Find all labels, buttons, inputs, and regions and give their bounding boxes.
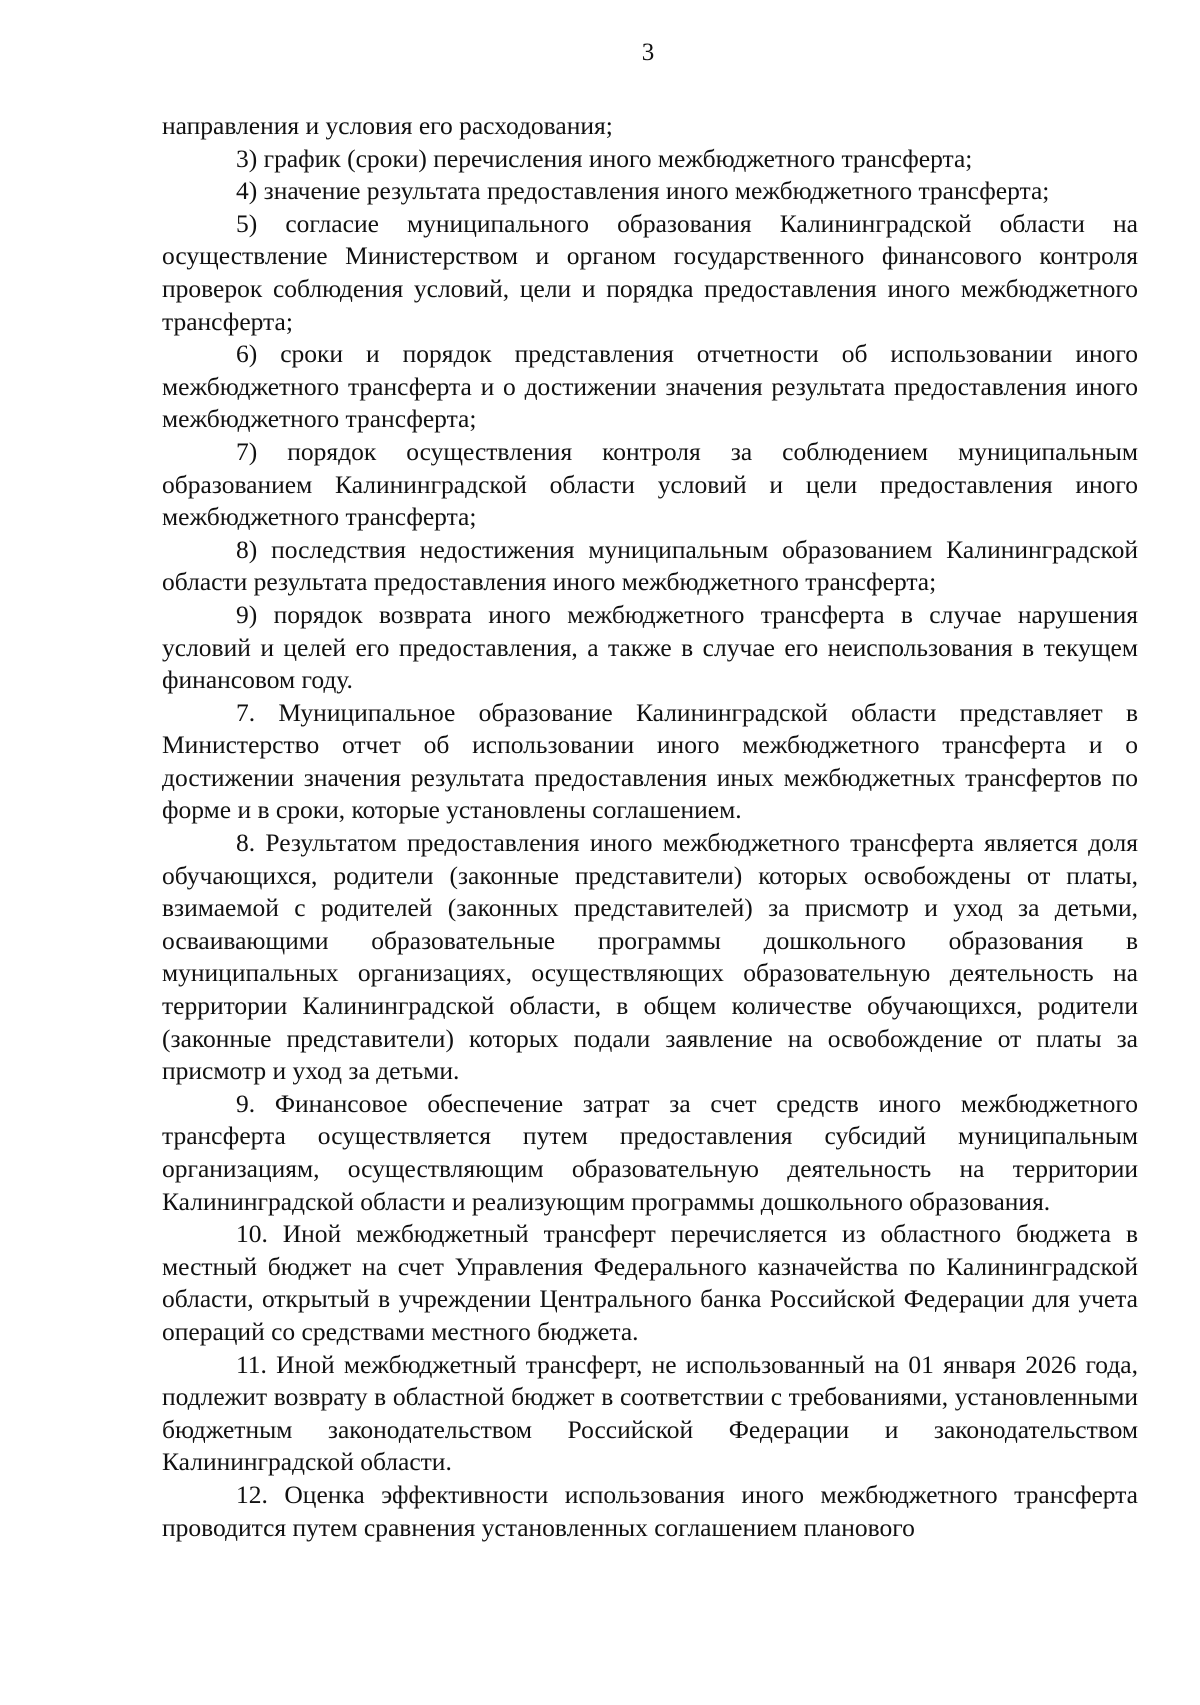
list-item-7: 7) порядок осуществления контроля за соблюдением муниципальным образованием Калининградской области условий и цели предоставления иного межбюджетного трансферта; <box>162 436 1138 532</box>
document-body <box>162 110 1138 1544</box>
list-item-5: 5) согласие муниципального образования Калининградской области на осуществление Министерством и органом государственного финансового контроля проверок соблюдения условий, цели и порядка предоставления иного межбюджетного трансферта; <box>162 208 1138 336</box>
clause-7: 7. Муниципальное образование Калининградской области представляет в Министерство отчет об использовании иного межбюджетного трансферта и о достижении значения результата предоставления иных межбюджетных трансфертов по форме и в сроки, которые установлены соглашением. <box>162 697 1138 825</box>
clause-12: 12. Оценка эффективности использования иного межбюджетного трансферта проводится путем сравнения установленных соглашением планового <box>162 1479 1138 1542</box>
clause-8: 8. Результатом предоставления иного межбюджетного трансферта является доля обучающихся, родители (законные представители) которых освобождены от платы, взимаемой с родителей (законных представителей) за присмотр и уход за детьми, осваивающими образовательные программы дошкольного образования в муниципальных организациях, осуществляющих образовательную деятельность на территории Калининградской области, в общем количестве обучающихся, родители (законные представители) которых подали заявление на освобождение от платы за присмотр и уход за детьми. <box>162 828 1138 1086</box>
clause-10: 10. Иной межбюджетный трансферт перечисляется из областного бюджета в местный бюджет на счет Управления Федерального казначейства по Калининградской области, открытый в учреждении Центрального банка Российской Федерации для учета операций со средствами местного бюджета. <box>162 1219 1138 1346</box>
clause-11: 11. Иной межбюджетный трансферт, не использованный на 01 января 2026 года, подлежит возврату в областной бюджет в соответствии с требованиями, установленными бюджетным законодательством Российской Федерации и законодательством Калининградской области. <box>162 1349 1138 1477</box>
list-item-6: 6) сроки и порядок представления отчетности об использовании иного межбюджетного трансферта и о достижении значения результата предоставления иного межбюджетного трансферта; <box>162 339 1138 434</box>
list-item-3: 3) график (сроки) перечисления иного межбюджетного трансферта; <box>236 143 973 173</box>
page-number: 3 <box>641 39 655 66</box>
clause-9: 9. Финансовое обеспечение затрат за счет средств иного межбюджетного трансферта осуществляется путем предоставления субсидий муниципальным организациям, осуществляющим образовательную деятельность на территории Калининградской области и реализующим программы дошкольного образования. <box>162 1088 1138 1216</box>
paragraph-continuation: направления и условия его расходования; <box>162 111 613 140</box>
list-item-9: 9) порядок возврата иного межбюджетного трансферта в случае нарушения условий и целей его предоставления, а также в случае его неиспользования в текущем финансовом году. <box>162 599 1138 695</box>
list-item-8: 8) последствия недостижения муниципальным образованием Калининградской области результата предоставления иного межбюджетного трансферта; <box>162 534 1138 597</box>
list-item-4: 4) значение результата предоставления иного межбюджетного трансферта; <box>236 176 1050 206</box>
